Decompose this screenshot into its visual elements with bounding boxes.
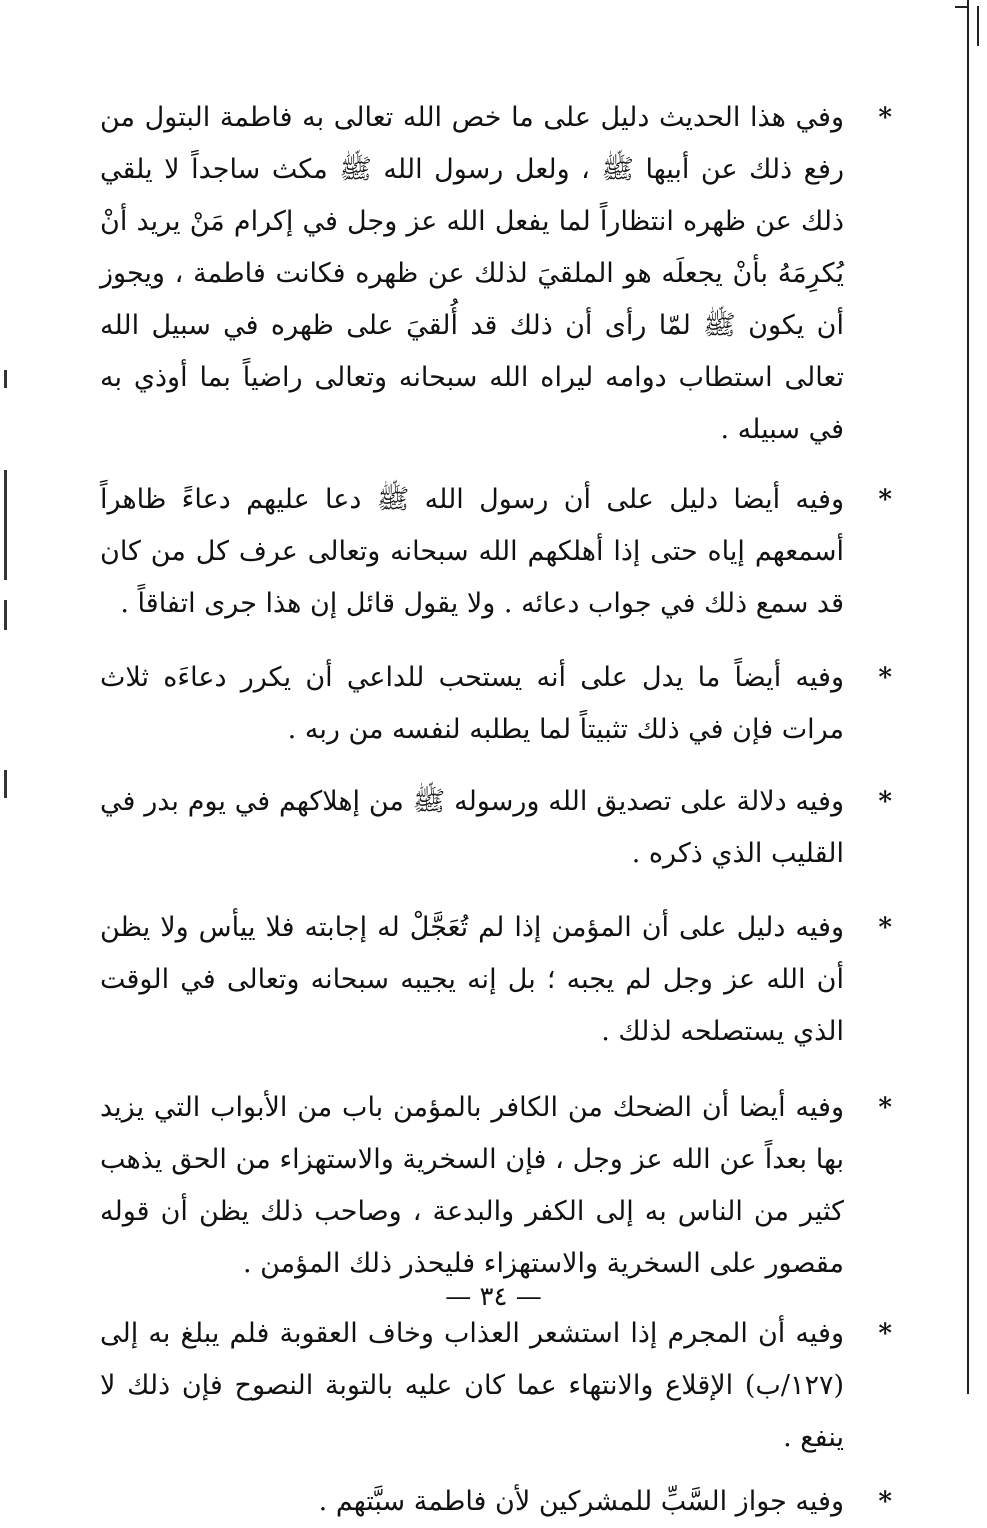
bullet-asterisk: * [878, 103, 892, 133]
paragraph [100, 1308, 892, 1464]
bullet-asterisk: * [878, 663, 892, 693]
bullet-asterisk: * [878, 485, 892, 515]
scan-edge-mark [4, 370, 7, 388]
paragraph [100, 776, 892, 880]
scan-edge-mark [955, 6, 969, 8]
paragraph [100, 1476, 892, 1528]
page-number: — ٣٤ — [445, 1282, 542, 1312]
document-body [100, 92, 892, 1528]
paragraph-text: وفيه جواز السَّبِّ للمشركين لأن فاطمة سبَّتهم . [318, 1486, 844, 1517]
scan-edge-mark [977, 6, 979, 46]
bullet-asterisk: * [878, 1487, 892, 1517]
paragraph [100, 92, 892, 456]
paragraph-text: وفيه أيضا دليل على أن رسول الله ﷺ دعا عليهم دعاءً ظاهراً أسمعهم إياه حتى إذا أهلكهم الله سبحانه وتعالى عرف كل من كان قد سمع ذلك في جواب دعائه . ولا يقول قائل إن هذا جرى اتفاقاً . [100, 484, 844, 619]
paragraph-text: وفيه أيضاً ما يدل على أنه يستحب للداعي أن يكرر دعاءَه ثلاث مرات فإن في ذلك تثبيتاً لما يطلبه لنفسه من ربه . [100, 662, 844, 745]
paragraph [100, 474, 892, 630]
scan-edge-line [967, 0, 969, 1394]
scan-edge-mark [4, 770, 7, 798]
bullet-asterisk: * [878, 1319, 892, 1349]
paragraph-text: وفي هذا الحديث دليل على ما خص الله تعالى به فاطمة البتول من رفع ذلك عن أبيها ﷺ ، ولعل رسول الله ﷺ مكث ساجداً لا يلقي ذلك عن ظهره انتظاراً لما يفعل الله عز وجل في إكرام مَنْ يريد أنْ يُكرِمَهُ بأنْ يجعلَه هو الملقيَ لذلك عن ظهره فكانت فاطمة ، ويجوز أن يكون ﷺ لمّا رأى أن ذلك قد أُلقيَ على ظهره في سبيل الله تعالى استطاب دوامه ليراه الله سبحانه وتعالى راضياً بما أوذي به في سبيله . [100, 102, 844, 445]
paragraph [100, 1082, 892, 1290]
scan-edge-mark [4, 600, 7, 630]
scan-edge-mark [4, 470, 7, 580]
paragraph-text: وفيه دليل على أن المؤمن إذا لم تُعَجَّلْ له إجابته فلا ييأس ولا يظن أن الله عز وجل لم يجبه ؛ بل إنه يجيبه سبحانه وتعالى في الوقت الذي يستصلحه لذلك . [100, 912, 844, 1047]
paragraph [100, 652, 892, 756]
bullet-asterisk: * [878, 913, 892, 943]
bullet-asterisk: * [878, 1093, 892, 1123]
paragraph [100, 902, 892, 1058]
bullet-asterisk: * [878, 787, 892, 817]
paragraph-text: وفيه أيضا أن الضحك من الكافر بالمؤمن باب من الأبواب التي يزيد بها بعداً عن الله عز وجل ، فإن السخرية والاستهزاء من الحق يذهب كثير من الناس به إلى الكفر والبدعة ، وصاحب ذلك يظن أن قوله مقصور على السخرية والاستهزاء فليحذر ذلك المؤمن . [100, 1092, 844, 1279]
paragraph-text: وفيه أن المجرم إذا استشعر العذاب وخاف العقوبة فلم يبلغ به إلى (١٢٧/ب) الإقلاع والانتهاء عما كان عليه بالتوبة النصوح فإن ذلك لا ينفع . [100, 1318, 844, 1453]
paragraph-text: وفيه دلالة على تصديق الله ورسوله ﷺ من إهلاكهم في يوم بدر في القليب الذي ذكره . [100, 786, 844, 869]
